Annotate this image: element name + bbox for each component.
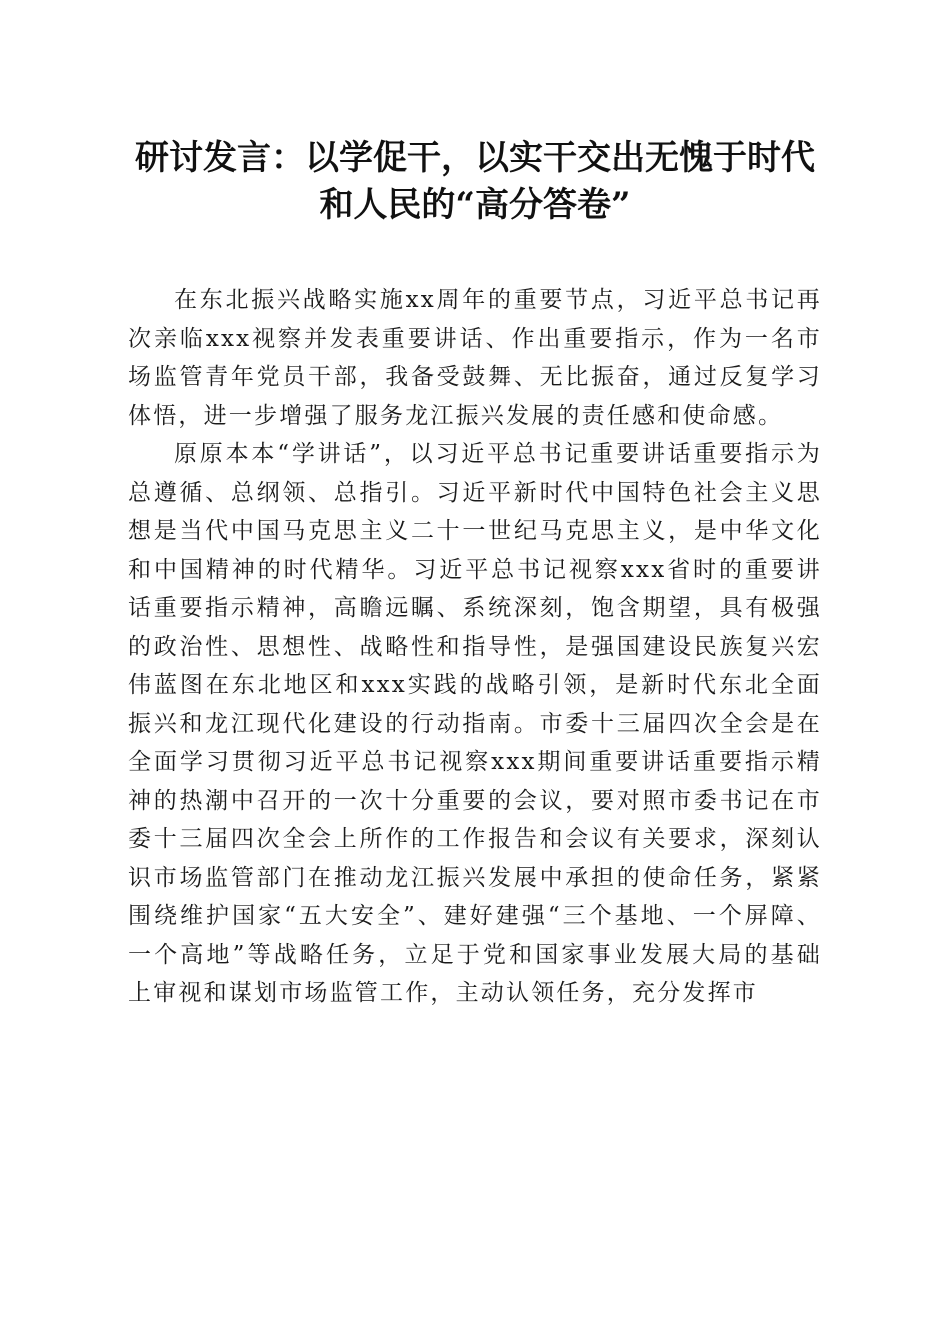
title-line-1: 研讨发言：以学促干，以实干交出无愧于时代 bbox=[135, 138, 815, 178]
title-line-2: 和人民的“高分答卷” bbox=[319, 185, 631, 225]
document-body bbox=[128, 281, 822, 1013]
paragraph-2: 原原本本“学讲话”，以习近平总书记重要讲话重要指示为总遵循、总纲领、总指引。习近平新时代中国特色社会主义思想是当代中国马克思主义二十一世纪马克思主义，是中华文化和中国精神的时代精华。习近平总书记视察xxx省时的重要讲话重要指示精神，高瞻远瞩、系统深刻，饱含期望，具有极强的政治性、思想性、战略性和指导性，是强国建设民族复兴宏伟蓝图在东北地区和xxx实践的战略引领，是新时代东北全面振兴和龙江现代化建设的行动指南。市委十三届四次全会是在全面学习贯彻习近平总书记视察xxx期间重要讲话重要指示精神的热潮中召开的一次十分重要的会议，要对照市委书记在市委十三届四次全会上所作的工作报告和会议有关要求，深刻认识市场监管部门在推动龙江振兴发展中承担的使命任务，紧紧围绕维护国家“五大安全”、建好建强“三个基地、一个屏障、一个高地”等战略任务，立足于党和国家事业发展大局的基础上审视和谋划市场监管工作，主动认领任务，充分发挥市 bbox=[128, 441, 822, 1006]
paragraph-1: 在东北振兴战略实施xx周年的重要节点，习近平总书记再次亲临xxx视察并发表重要讲话、作出重要指示，作为一名市场监管青年党员干部，我备受鼓舞、无比振奋，通过反复学习体悟，进一步增强了服务龙江振兴发展的责任感和使命感。 bbox=[128, 287, 822, 429]
document-title bbox=[110, 135, 840, 229]
